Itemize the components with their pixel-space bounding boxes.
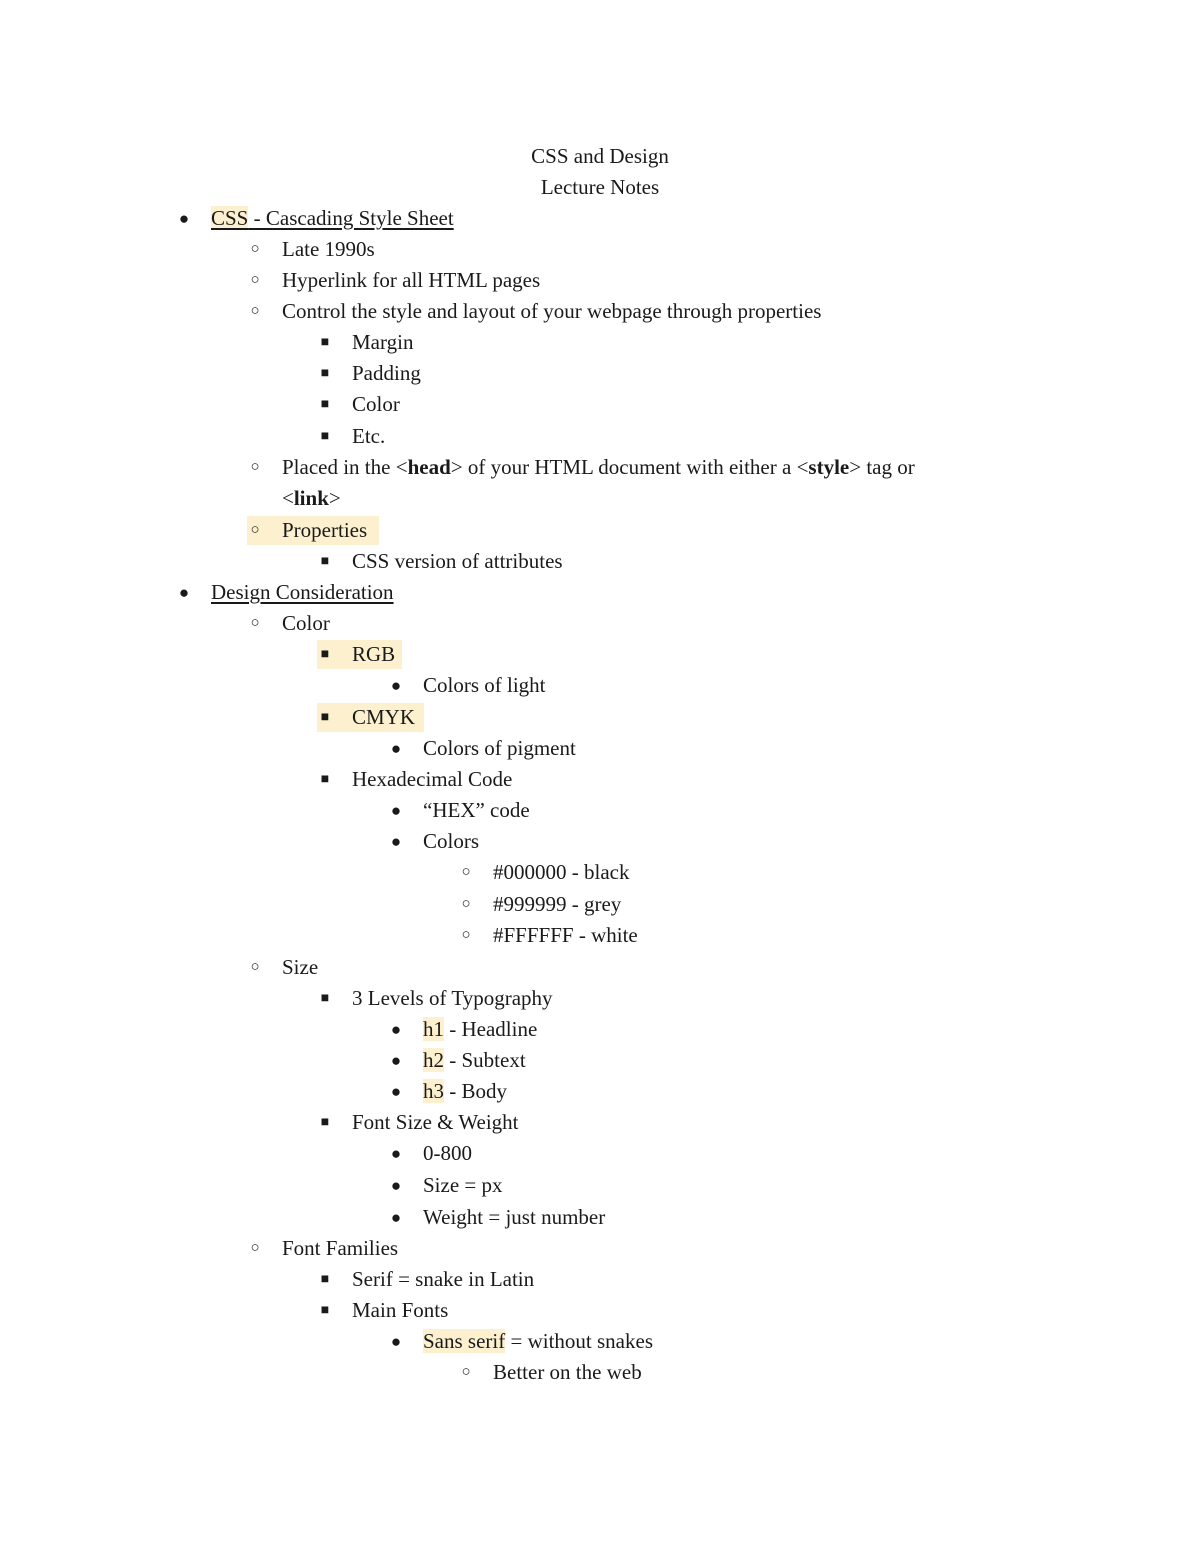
- list-item: Control the style and layout of your webpage through properties: [282, 299, 822, 323]
- list-item: Late 1990s: [282, 237, 375, 261]
- list-item: Colors of light: [423, 673, 546, 697]
- list-item: RGB: [352, 642, 396, 666]
- bullet-circle: ○: [461, 927, 471, 943]
- list-item: CSS version of attributes: [352, 549, 563, 573]
- bullet-disc: ●: [390, 1176, 402, 1195]
- list-item-continued: <link>: [282, 486, 341, 510]
- list-item: Margin: [352, 330, 414, 354]
- bullet-square: ■: [320, 710, 330, 725]
- list-item: Properties: [282, 518, 368, 542]
- bullet-disc: ●: [390, 739, 402, 758]
- bullet-square: ■: [320, 335, 330, 350]
- list-item: Size: [282, 955, 319, 979]
- list-item: #FFFFFF - white: [493, 923, 638, 947]
- bullet-disc: ●: [390, 801, 402, 820]
- bullet-square: ■: [320, 554, 330, 569]
- css-heading: CSS - Cascading Style Sheet: [211, 206, 454, 230]
- bullet-circle: ○: [250, 241, 260, 257]
- list-item: h2 - Subtext: [423, 1048, 526, 1072]
- list-item: CMYK: [352, 705, 416, 729]
- bullet-circle: ○: [250, 522, 260, 538]
- bullet-square: ■: [320, 772, 330, 787]
- highlight-h1: h1: [423, 1017, 444, 1041]
- list-item: Colors: [423, 829, 480, 853]
- bullet-square: ■: [320, 1115, 330, 1130]
- bullet-square: ■: [320, 991, 330, 1006]
- highlight-css: CSS: [211, 206, 249, 230]
- highlight-h2: h2: [423, 1048, 444, 1072]
- list-item: Better on the web: [493, 1360, 642, 1384]
- bullet-square: ■: [320, 1303, 330, 1318]
- bullet-disc: ●: [390, 1332, 402, 1351]
- bullet-disc: ●: [390, 1082, 402, 1101]
- bullet-square: ■: [320, 366, 330, 381]
- list-item: h1 - Headline: [423, 1017, 538, 1041]
- bullet-disc: ●: [390, 1144, 402, 1163]
- list-item: Serif = snake in Latin: [352, 1267, 535, 1291]
- list-item: Hexadecimal Code: [352, 767, 513, 791]
- bullet-circle: ○: [250, 272, 260, 288]
- list-item: #999999 - grey: [493, 892, 622, 916]
- list-item: Weight = just number: [423, 1205, 606, 1229]
- list-item: Size = px: [423, 1173, 503, 1197]
- bullet-circle: ○: [461, 896, 471, 912]
- list-item: Color: [352, 392, 400, 416]
- bullet-circle: ○: [250, 303, 260, 319]
- list-item: Sans serif = without snakes: [423, 1329, 653, 1353]
- bullet-square: ■: [320, 429, 330, 444]
- bullet-square: ■: [320, 397, 330, 412]
- list-item: Padding: [352, 361, 421, 385]
- bullet-circle: ○: [250, 1240, 260, 1256]
- list-item: Etc.: [352, 424, 386, 448]
- bullet-disc: ●: [178, 583, 190, 602]
- list-item: Font Families: [282, 1236, 399, 1260]
- list-item: Placed in the <head> of your HTML document with either a <style> tag or: [282, 455, 915, 479]
- bullet-disc: ●: [390, 1051, 402, 1070]
- highlight-sans-serif: Sans serif: [423, 1329, 506, 1353]
- list-item: “HEX” code: [423, 798, 530, 822]
- list-item: Hyperlink for all HTML pages: [282, 268, 541, 292]
- bullet-disc: ●: [390, 832, 402, 851]
- document-title: CSS and Design: [531, 144, 669, 168]
- document-subtitle: Lecture Notes: [540, 175, 660, 199]
- bullet-disc: ●: [390, 676, 402, 695]
- bullet-circle: ○: [250, 459, 260, 475]
- list-item: 0-800: [423, 1141, 472, 1165]
- bullet-disc: ●: [390, 1208, 402, 1227]
- bullet-disc: ●: [178, 209, 190, 228]
- bullet-circle: ○: [461, 864, 471, 880]
- design-heading: Design Consideration: [211, 580, 394, 604]
- bullet-square: ■: [320, 1272, 330, 1287]
- list-item: Colors of pigment: [423, 736, 576, 760]
- bullet-circle: ○: [461, 1364, 471, 1380]
- list-item: h3 - Body: [423, 1079, 507, 1103]
- list-item: Main Fonts: [352, 1298, 449, 1322]
- list-item: 3 Levels of Typography: [352, 986, 553, 1010]
- list-item: Font Size & Weight: [352, 1110, 519, 1134]
- bullet-circle: ○: [250, 959, 260, 975]
- bullet-circle: ○: [250, 615, 260, 631]
- bullet-square: ■: [320, 647, 330, 662]
- highlight-h3: h3: [423, 1079, 444, 1103]
- bullet-disc: ●: [390, 1020, 402, 1039]
- list-item: Color: [282, 611, 330, 635]
- list-item: #000000 - black: [493, 860, 630, 884]
